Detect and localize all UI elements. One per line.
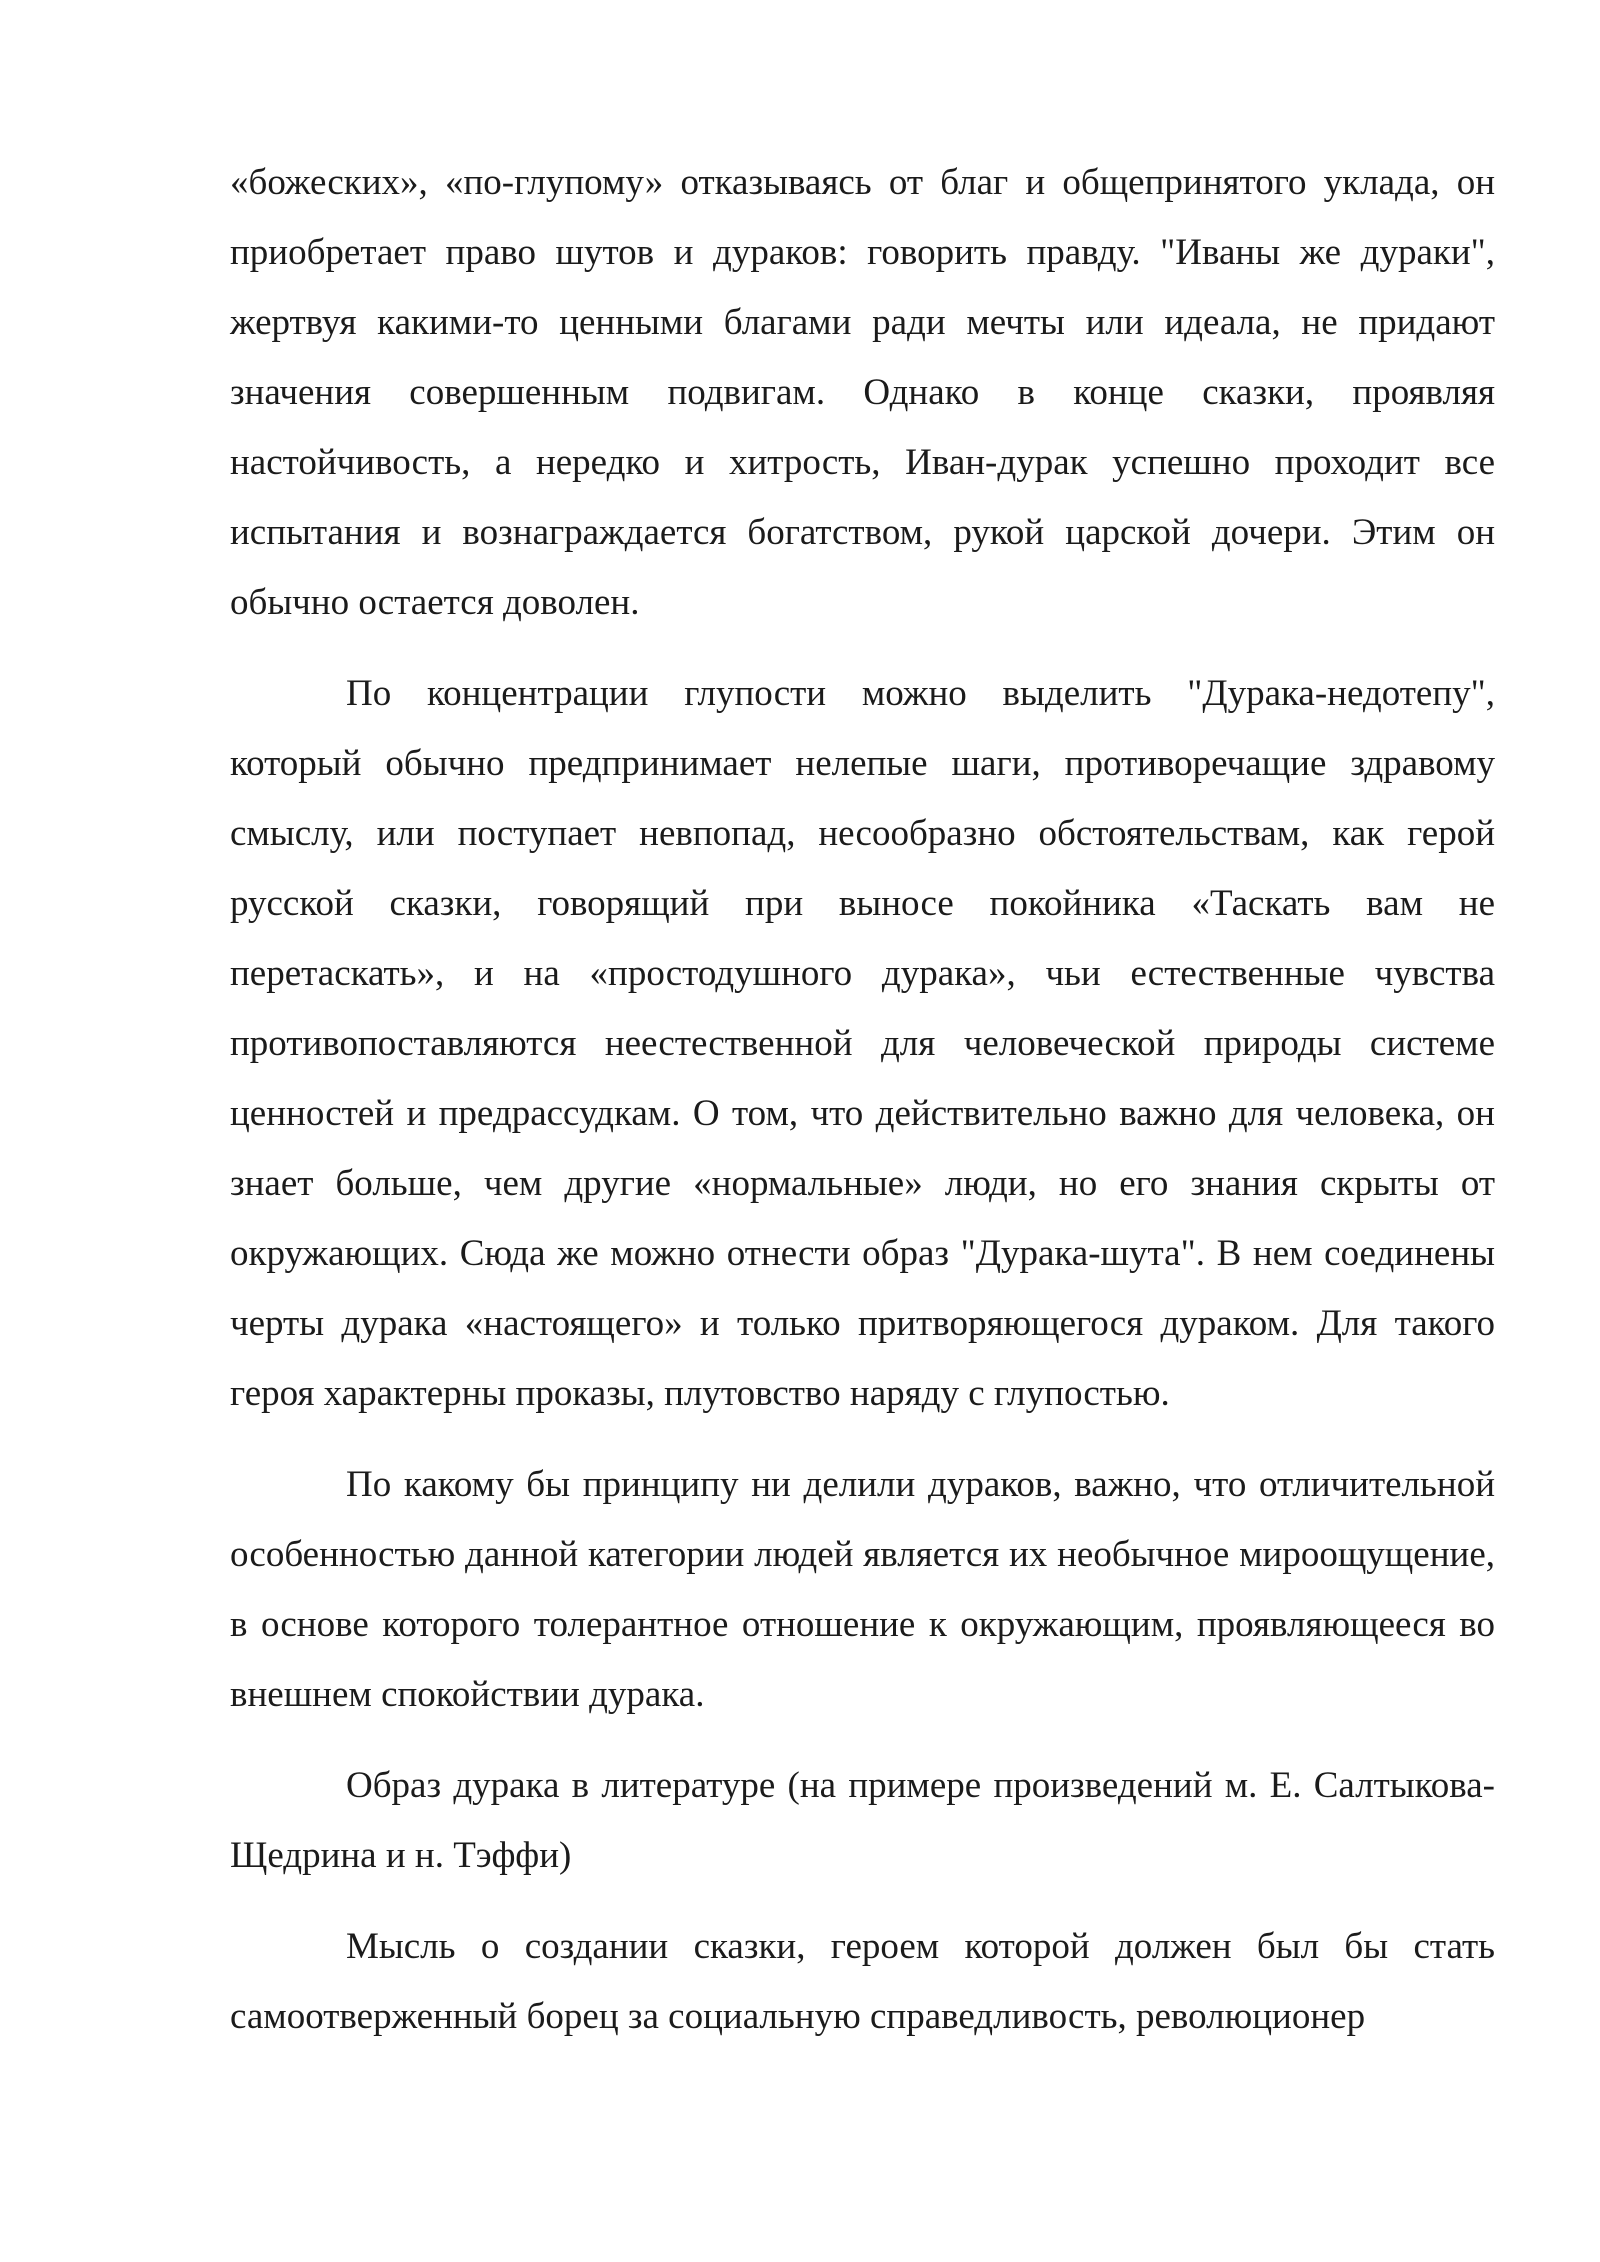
paragraph-5: Мысль о создании сказки, героем которой должен был бы стать самоотверженный борец за социальную справедливость, революционер (230, 1926, 1495, 2037)
document-body (230, 148, 1495, 2073)
section-heading: Образ дурака в литературе (на примере произведений м. Е. Салтыкова-Щедрина и н. Тэффи) (230, 1765, 1495, 1876)
paragraph-1: «божеских», «по-глупому» отказываясь от благ и общепринятого уклада, он приобретает право шутов и дураков: говорить правду. "Иваны же дураки", жертвуя какими-то ценными благами ради мечты или идеала, не придают значения совершенным подвигам. Однако в конце сказки, проявляя настойчивость, а нередко и хитрость, Иван-дурак успешно проходит все испытания и вознаграждается богатством, рукой царской дочери. Этим он обычно остается доволен. (230, 162, 1495, 623)
paragraph-2: По концентрации глупости можно выделить "Дурака-недотепу", который обычно предпринимает нелепые шаги, противоречащие здравому смыслу, или поступает невпопад, несообразно обстоятельствам, как герой русской сказки, говорящий при выносе покойника «Таскать вам не перетаскать», и на «простодушного дурака», чьи естественные чувства противопоставляются неестественной для человеческой природы системе ценностей и предрассудкам. О том, что действительно важно для человека, он знает больше, чем другие «нормальные» люди, но его знания скрыты от окружающих. Сюда же можно отнести образ "Дурака-шута". В нем соединены черты дурака «настоящего» и только притворяющегося дураком. Для такого героя характерны проказы, плутовство наряду с глупостью. (230, 673, 1495, 1414)
paragraph-3: По какому бы принципу ни делили дураков, важно, что отличительной особенностью данной категории людей является их необычное мироощущение, в основе которого толерантное отношение к окружающим, проявляющееся во внешнем спокойствии дурака. (230, 1464, 1495, 1715)
